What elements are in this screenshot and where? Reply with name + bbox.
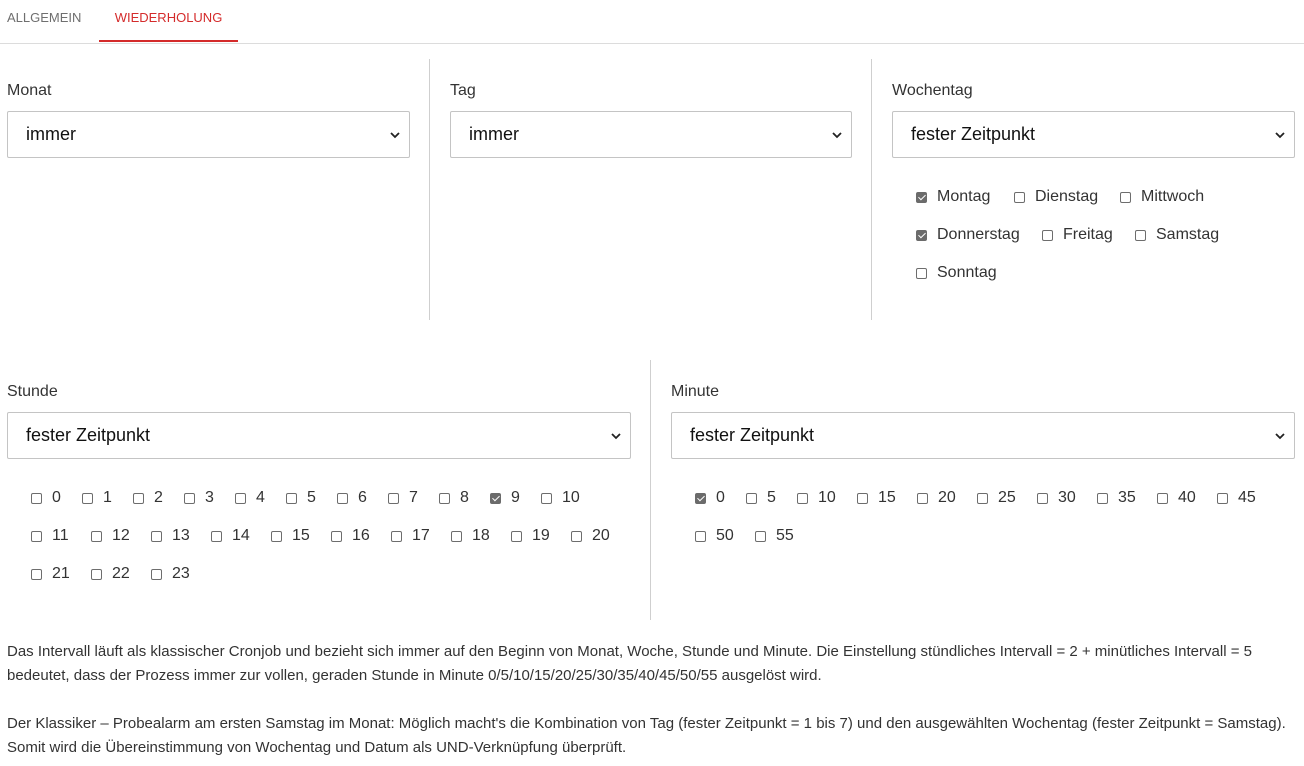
checkbox-unchecked-icon[interactable]: [695, 531, 706, 542]
month-select-value: immer: [26, 124, 76, 144]
chevron-down-icon: [832, 130, 842, 140]
checkbox-label: 10: [562, 489, 580, 506]
checkbox-label: Sonntag: [937, 264, 997, 281]
checkbox-label: 2: [154, 489, 163, 506]
hour-checkbox-6[interactable]: [337, 489, 367, 507]
hour-checkbox-15[interactable]: [271, 527, 310, 545]
hour-checkbox-14[interactable]: [211, 527, 250, 545]
minute-checkbox-50[interactable]: [695, 527, 734, 545]
checkbox-unchecked-icon[interactable]: [1120, 192, 1131, 203]
checkbox-unchecked-icon[interactable]: [451, 531, 462, 542]
checkbox-label: 45: [1238, 489, 1256, 506]
checkbox-label: 22: [112, 565, 130, 582]
minute-checkbox-15[interactable]: [857, 489, 896, 507]
checkbox-unchecked-icon[interactable]: [439, 493, 450, 504]
month-select[interactable]: [7, 111, 410, 158]
tab-wiederholung[interactable]: WIEDERHOLUNG: [99, 0, 238, 42]
minute-checkbox-45[interactable]: [1217, 489, 1256, 507]
hour-checkbox-11[interactable]: [31, 527, 69, 545]
checkbox-label: 23: [172, 565, 190, 582]
checkbox-unchecked-icon[interactable]: [91, 569, 102, 580]
hour-checkbox-0[interactable]: [31, 489, 61, 507]
checkbox-checked-icon[interactable]: [695, 493, 706, 504]
hour-checkbox-8[interactable]: [439, 489, 469, 507]
checkbox-label: 21: [52, 565, 70, 582]
minute-label: Minute: [671, 383, 720, 400]
minute-select[interactable]: [671, 412, 1295, 459]
minute-checkbox-40[interactable]: [1157, 489, 1196, 507]
day-select-value: immer: [469, 124, 519, 144]
checkbox-unchecked-icon[interactable]: [1014, 192, 1025, 203]
checkbox-label: Mittwoch: [1141, 188, 1205, 205]
checkbox-unchecked-icon[interactable]: [1037, 493, 1048, 504]
checkbox-label: 14: [232, 527, 250, 544]
weekday-checkbox-sonntag[interactable]: [916, 264, 997, 282]
checkbox-unchecked-icon[interactable]: [151, 569, 162, 580]
hour-checkbox-18[interactable]: [451, 527, 490, 545]
checkbox-unchecked-icon[interactable]: [82, 493, 93, 504]
weekday-checkbox-montag[interactable]: [916, 188, 990, 206]
hour-checkbox-10[interactable]: [541, 489, 580, 507]
checkbox-checked-icon[interactable]: [916, 192, 927, 203]
checkbox-label: 15: [292, 527, 310, 544]
checkbox-label: 25: [998, 489, 1016, 506]
checkbox-unchecked-icon[interactable]: [184, 493, 195, 504]
hour-checkbox-16[interactable]: [331, 527, 370, 545]
column-divider: [650, 360, 651, 620]
checkbox-unchecked-icon[interactable]: [541, 493, 552, 504]
checkbox-unchecked-icon[interactable]: [388, 493, 399, 504]
checkbox-unchecked-icon[interactable]: [1217, 493, 1228, 504]
weekday-checkbox-mittwoch[interactable]: [1120, 188, 1204, 206]
chevron-down-icon: [611, 431, 621, 441]
checkbox-checked-icon[interactable]: [916, 230, 927, 241]
checkbox-label: 4: [256, 489, 265, 506]
checkbox-label: 1: [103, 489, 112, 506]
weekday-select[interactable]: [892, 111, 1295, 158]
checkbox-label: 35: [1118, 489, 1136, 506]
checkbox-label: 18: [472, 527, 490, 544]
checkbox-unchecked-icon[interactable]: [235, 493, 246, 504]
hour-select-value: fester Zeitpunkt: [26, 425, 151, 445]
checkbox-unchecked-icon[interactable]: [797, 493, 808, 504]
checkbox-label: 17: [412, 527, 430, 544]
hour-checkbox-12[interactable]: [91, 527, 130, 545]
checkbox-unchecked-icon[interactable]: [1042, 230, 1053, 241]
checkbox-label: 7: [409, 489, 418, 506]
checkbox-unchecked-icon[interactable]: [1135, 230, 1146, 241]
checkbox-unchecked-icon[interactable]: [857, 493, 868, 504]
checkbox-unchecked-icon[interactable]: [331, 531, 342, 542]
weekday-checkbox-freitag[interactable]: [1042, 226, 1113, 244]
hour-checkbox-20[interactable]: [571, 527, 610, 545]
checkbox-label: 15: [878, 489, 896, 506]
day-select[interactable]: [450, 111, 852, 158]
minute-checkbox-5[interactable]: [746, 489, 776, 507]
checkbox-label: 11: [52, 527, 69, 544]
checkbox-label: 8: [460, 489, 469, 506]
checkbox-unchecked-icon[interactable]: [133, 493, 144, 504]
checkbox-unchecked-icon[interactable]: [917, 493, 928, 504]
hour-checkbox-23[interactable]: [151, 565, 190, 583]
info-paragraph-example: Der Klassiker – Probealarm am ersten Samstag im Monat: Möglich macht's die Kombination von Tag (fester Zeitpunkt = 1 bis 7) und den ausgewählten Wochentag (fester Zeitpunkt = Samstag). Somit wird die Übereinstimmung von Wochentag und Datum als UND-Verknüpfung überprüft.: [7, 715, 1286, 756]
minute-checkbox-35[interactable]: [1097, 489, 1136, 507]
checkbox-unchecked-icon[interactable]: [31, 569, 42, 580]
weekday-select-value: fester Zeitpunkt: [911, 124, 1036, 144]
checkbox-unchecked-icon[interactable]: [916, 268, 927, 279]
checkbox-label: 20: [592, 527, 610, 544]
minute-checkbox-0[interactable]: [695, 489, 725, 507]
hour-checkbox-13[interactable]: [151, 527, 190, 545]
checkbox-unchecked-icon[interactable]: [511, 531, 522, 542]
checkbox-unchecked-icon[interactable]: [91, 531, 102, 542]
checkbox-label: 40: [1178, 489, 1196, 506]
checkbox-label: 12: [112, 527, 130, 544]
checkbox-label: 5: [307, 489, 316, 506]
checkbox-label: 19: [532, 527, 550, 544]
checkbox-label: 9: [511, 489, 520, 506]
checkbox-label: 20: [938, 489, 956, 506]
checkbox-unchecked-icon[interactable]: [977, 493, 988, 504]
checkbox-label: Montag: [937, 188, 991, 205]
checkbox-label: 0: [52, 489, 61, 506]
hour-checkbox-3[interactable]: [184, 489, 214, 507]
checkbox-unchecked-icon[interactable]: [755, 531, 766, 542]
hour-checkbox-4[interactable]: [235, 489, 265, 507]
checkbox-unchecked-icon[interactable]: [286, 493, 297, 504]
hour-label: Stunde: [7, 383, 58, 400]
hour-checkbox-17[interactable]: [391, 527, 430, 545]
tab-allgemein[interactable]: ALLGEMEIN: [7, 10, 82, 25]
checkbox-label: 6: [358, 489, 367, 506]
checkbox-label: 50: [716, 527, 734, 544]
checkbox-unchecked-icon[interactable]: [571, 531, 582, 542]
checkbox-label: 10: [818, 489, 836, 506]
hour-checkbox-2[interactable]: [133, 489, 163, 507]
checkbox-label: 5: [767, 489, 776, 506]
hour-checkbox-1[interactable]: [82, 489, 112, 507]
checkbox-label: Donnerstag: [937, 226, 1020, 243]
checkbox-label: 55: [776, 527, 794, 544]
hour-checkbox-19[interactable]: [511, 527, 550, 545]
column-divider: [429, 59, 430, 320]
minute-checkbox-25[interactable]: [977, 489, 1016, 507]
checkbox-unchecked-icon[interactable]: [271, 531, 282, 542]
column-divider: [871, 59, 872, 320]
weekday-checkbox-samstag[interactable]: [1135, 226, 1219, 244]
hour-checkbox-22[interactable]: [91, 565, 130, 583]
minute-checkbox-30[interactable]: [1037, 489, 1076, 507]
checkbox-label: 13: [172, 527, 190, 544]
hour-checkbox-5[interactable]: [286, 489, 316, 507]
checkbox-unchecked-icon[interactable]: [31, 493, 42, 504]
checkbox-label: Samstag: [1156, 226, 1220, 243]
hour-select[interactable]: [7, 412, 631, 459]
weekday-label: Wochentag: [892, 82, 973, 99]
hour-checkbox-7[interactable]: [388, 489, 418, 507]
month-label: Monat: [7, 82, 52, 99]
checkbox-label: Freitag: [1063, 226, 1113, 243]
checkbox-label: 0: [716, 489, 725, 506]
checkbox-unchecked-icon[interactable]: [151, 531, 162, 542]
hour-checkbox-21[interactable]: [31, 565, 70, 583]
info-paragraph-interval: Das Intervall läuft als klassischer Cronjob und bezieht sich immer auf den Beginn von Monat, Woche, Stunde und Minute. Die Einstellung stündliches Intervall = 2 + minütliches Intervall = 5 bedeutet, dass der Prozess immer zur vollen, geraden Stunde in Minute 0/5/10/15/20/25/30/35/40/45/50/55 ausgelöst wird.: [7, 643, 1252, 684]
tab-bar: [0, 0, 1304, 44]
checkbox-unchecked-icon[interactable]: [211, 531, 222, 542]
checkbox-unchecked-icon[interactable]: [1157, 493, 1168, 504]
weekday-checkbox-dienstag[interactable]: [1014, 188, 1098, 206]
minute-checkbox-55[interactable]: [755, 527, 794, 545]
weekday-checkbox-donnerstag[interactable]: [916, 226, 1020, 244]
chevron-down-icon: [1275, 130, 1285, 140]
checkbox-unchecked-icon[interactable]: [31, 531, 42, 542]
checkbox-checked-icon[interactable]: [490, 493, 501, 504]
checkbox-unchecked-icon[interactable]: [391, 531, 402, 542]
checkbox-label: 3: [205, 489, 214, 506]
checkbox-unchecked-icon[interactable]: [746, 493, 757, 504]
minute-checkbox-20[interactable]: [917, 489, 956, 507]
checkbox-label: 16: [352, 527, 370, 544]
day-label: Tag: [450, 82, 476, 99]
checkbox-label: Dienstag: [1035, 188, 1099, 205]
hour-checkbox-9[interactable]: [490, 489, 520, 507]
checkbox-label: 30: [1058, 489, 1076, 506]
chevron-down-icon: [390, 130, 400, 140]
checkbox-unchecked-icon[interactable]: [337, 493, 348, 504]
chevron-down-icon: [1275, 431, 1285, 441]
minute-select-value: fester Zeitpunkt: [690, 425, 815, 445]
minute-checkbox-10[interactable]: [797, 489, 836, 507]
checkbox-unchecked-icon[interactable]: [1097, 493, 1108, 504]
